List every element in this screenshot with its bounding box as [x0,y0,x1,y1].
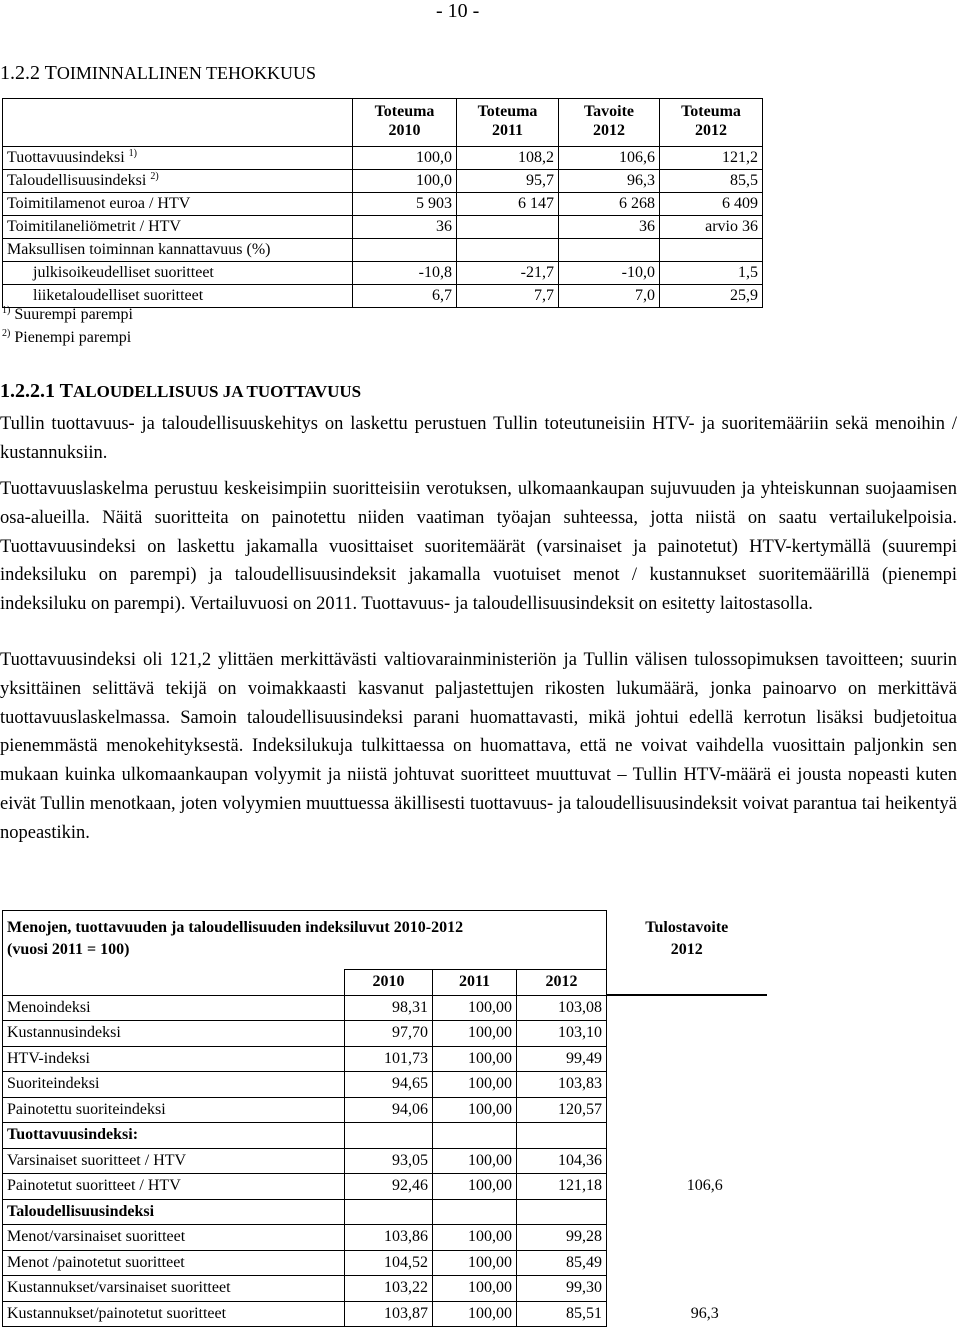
value-cell: 97,70 [345,1021,433,1047]
paragraph: Tuottavuusindeksi oli 121,2 ylittäen merkittävästi valtiovarainministeriön ja Tullin välisen tulossopimuksen tavoitteen; suurin yksittäinen selittävä tekijä on voimakkaasti kasvanut paljastettujen rikosten lukumäärä, jonka painoarvo on merkittävä tuottavuuslaskelmassa. Samoin taloudellisuusindeksi parani huomattavasti, mikä johtui edellä kerrotun lisäksi budjetoitua pienemmästä menokehityksestä. Indeksilukuja tulkittaessa on huomattava, että ne voivat vaihdella vuosittain paljonkin sen mukaan kuinka ulkomaankaupan volyymit ja niistä johtuvat suoritteet muuttuvat – Tullin HTV-määrä ei jousta nopeasti kuten eivät Tullin menotkaan, joten volyymien muuttuessa äkillisesti tuottavuus- ja taloudellisuusindeksit voivat parantua tai heikentyä nopeastikin. [0,650,957,843]
value-cell: 104,52 [345,1250,433,1276]
page-number: - 10 - [436,0,480,22]
table-row [3,1097,767,1123]
value-cell: 100,00 [433,1174,517,1200]
row-label: Toimitilaneliömetrit / HTV [3,216,353,239]
paragraph: Tullin tuottavuus- ja taloudellisuuskehitys on laskettu perustuen Tullin toteutuneisiin HTV- ja suoritemääriin sekä menoihin / kustannuksiin. [0,414,957,463]
row-label: Toimitilamenot euroa / HTV [3,193,353,216]
value-cell: -21,7 [457,262,559,285]
row-label: Painotetut suoritteet / HTV [3,1174,345,1200]
value-cell: 100,00 [433,1097,517,1123]
row-label: Painotettu suoriteindeksi [3,1097,345,1123]
table-row [3,170,763,193]
subsection-title: TALOUDELLISUUS JA TUOTTAVUUS [59,380,362,402]
table-row [3,193,763,216]
footnote-1: $^{1)}$ Suurempi parempi [2,305,133,323]
value-cell: 1,5 [660,262,763,285]
header-cell: Toteuma 2012 [660,99,763,147]
table-row [3,1046,767,1072]
value-cell: 7,0 [559,285,660,308]
value-cell: 6,7 [353,285,457,308]
header-cell-empty [3,970,345,996]
row-label: Tuottavuusindeksi $^{1)}$ [3,147,353,170]
table-row [3,1276,767,1302]
header-cell: Tavoite 2012 [559,99,660,147]
value-cell: 36 [353,216,457,239]
empty-cell [345,1199,433,1225]
section-number: 1.2.2 [0,62,40,84]
year-header: 2010 [345,970,433,996]
value-cell: 6 409 [660,193,763,216]
year-header-row [3,970,767,996]
empty-cell [517,1123,607,1149]
row-label: Taloudellisuusindeksi $^{2)}$ [3,170,353,193]
value-cell [457,239,559,262]
year-header: 2012 [517,970,607,996]
table-row [3,216,763,239]
value-cell: arvio 36 [660,216,763,239]
header-cell: Toteuma 2011 [457,99,559,147]
value-cell [559,239,660,262]
value-cell: 85,5 [660,170,763,193]
value-cell: 120,57 [517,1097,607,1123]
target-cell [607,1046,767,1072]
value-cell: 99,49 [517,1046,607,1072]
target-cell [607,1225,767,1251]
value-cell: 121,18 [517,1174,607,1200]
row-label: Maksullisen toiminnan kannattavuus (%) [3,239,353,262]
group-header-row [3,1199,767,1225]
value-cell: 95,7 [457,170,559,193]
table-row [3,1072,767,1098]
value-cell: 6 268 [559,193,660,216]
empty-cell [433,1123,517,1149]
value-cell: 100,00 [433,1250,517,1276]
value-cell: 100,00 [433,1021,517,1047]
row-label: Menot /painotetut suoritteet [3,1250,345,1276]
row-label: Menoindeksi [3,995,345,1021]
index-table [2,910,767,1327]
value-cell: 100,00 [433,995,517,1021]
table-row [3,239,763,262]
empty-cell [345,1123,433,1149]
table-row [3,995,767,1021]
row-label: Menot/varsinaiset suoritteet [3,1225,345,1251]
value-cell: 94,06 [345,1097,433,1123]
target-cell [607,1072,767,1098]
value-cell: -10,8 [353,262,457,285]
value-cell: 108,2 [457,147,559,170]
value-cell: -10,0 [559,262,660,285]
table-row [3,1301,767,1327]
value-cell: 100,00 [433,1046,517,1072]
footnote-2: $^{2)}$ Pienempi parempi [2,328,132,346]
value-cell: 99,28 [517,1225,607,1251]
value-cell: 25,9 [660,285,763,308]
target-cell [607,1276,767,1302]
value-cell: 100,00 [433,1072,517,1098]
value-cell: 103,10 [517,1021,607,1047]
table-row [3,1148,767,1174]
value-cell: 103,87 [345,1301,433,1327]
value-cell [353,239,457,262]
value-cell: 103,83 [517,1072,607,1098]
section-heading [0,62,316,85]
value-cell: 36 [559,216,660,239]
target-header-rule [607,970,767,996]
target-cell [607,1250,767,1276]
year-header: 2011 [433,970,517,996]
efficiency-table [2,98,763,308]
value-cell: 100,0 [353,147,457,170]
value-cell: 101,73 [345,1046,433,1072]
empty-cell [607,1123,767,1149]
value-cell: 100,0 [353,170,457,193]
paragraph: Tuottavuuslaskelma perustuu keskeisimpiin suoritteisiin verotuksen, ulkomaankaupan sujuvuuden ja yhteiskunnan suojaamisen osa-alueilla. Näitä suoritteita on painotettu niiden vaatiman työajan suhteessa, jotta niistä on saatu vertailukelpoisia. Tuottavuusindeksi on laskettu jakamalla vuosittaiset suoritemäärät (varsinaiset ja painotetut) HTV-kertymällä (suurempi indeksiluku on parempi) ja taloudellisuusindeksit jakamalla vuotuiset menot / kustannukset suoritemäärillä (pienempi indeksiluku on parempi). Vertailuvuosi on 2011. Tuottavuus- ja taloudellisuusindeksit on esitetty laitostasolla. [0,479,957,615]
header-cell: Toteuma 2010 [353,99,457,147]
row-label: Kustannukset/varsinaiset suoritteet [3,1276,345,1302]
group-header-row [3,1123,767,1149]
row-label: Suoriteindeksi [3,1072,345,1098]
group-label: Tuottavuusindeksi: [3,1123,345,1149]
value-cell: 96,3 [559,170,660,193]
table-row [3,262,763,285]
row-label: julkisoikeudelliset suoritteet [3,262,353,285]
value-cell: 85,51 [517,1301,607,1327]
section-title: TOIMINNALLINEN TEHOKKUUS [44,62,316,84]
value-cell: 100,00 [433,1148,517,1174]
target-header: Tulostavoite 2012 [645,918,729,958]
empty-cell [517,1199,607,1225]
value-cell: 93,05 [345,1148,433,1174]
index-table-title: Menojen, tuottavuuden ja taloudellisuuden indeksiluvut 2010-2012 (vuosi 2011 = 100) [3,911,607,970]
value-cell: 5 903 [353,193,457,216]
value-cell: 103,86 [345,1225,433,1251]
row-label: Kustannukset/painotetut suoritteet [3,1301,345,1327]
target-cell: 96,3 [690,1304,719,1322]
table-row [3,1250,767,1276]
index-table-title-row [3,911,767,970]
table-header-row [3,99,763,147]
value-cell: 106,6 [559,147,660,170]
value-cell: 99,30 [517,1276,607,1302]
table-row [3,1021,767,1047]
group-label: Taloudellisuusindeksi [3,1199,345,1225]
value-cell: 92,46 [345,1174,433,1200]
value-cell: 121,2 [660,147,763,170]
value-cell [660,239,763,262]
table-row [3,147,763,170]
value-cell: 7,7 [457,285,559,308]
value-cell: 100,00 [433,1225,517,1251]
target-cell [607,1021,767,1047]
subsection-heading [0,380,361,403]
target-cell: 106,6 [686,1177,723,1195]
row-label: Varsinaiset suoritteet / HTV [3,1148,345,1174]
value-cell: 100,00 [433,1276,517,1302]
table-row [3,1174,767,1200]
table-row [3,1225,767,1251]
row-label: HTV-indeksi [3,1046,345,1072]
row-label: liiketaloudelliset suoritteet [3,285,353,308]
value-cell: 103,08 [517,995,607,1021]
empty-cell [607,1199,767,1225]
target-cell [607,1148,767,1174]
target-cell [607,1097,767,1123]
row-label: Kustannusindeksi [3,1021,345,1047]
value-cell [457,216,559,239]
value-cell: 103,22 [345,1276,433,1302]
value-cell: 104,36 [517,1148,607,1174]
subsection-number: 1.2.2.1 [0,380,55,402]
header-cell-empty [3,99,353,147]
empty-cell [433,1199,517,1225]
target-cell [607,995,767,1021]
value-cell: 100,00 [433,1301,517,1327]
value-cell: 94,65 [345,1072,433,1098]
table-row [3,285,763,308]
value-cell: 6 147 [457,193,559,216]
value-cell: 85,49 [517,1250,607,1276]
value-cell: 98,31 [345,995,433,1021]
